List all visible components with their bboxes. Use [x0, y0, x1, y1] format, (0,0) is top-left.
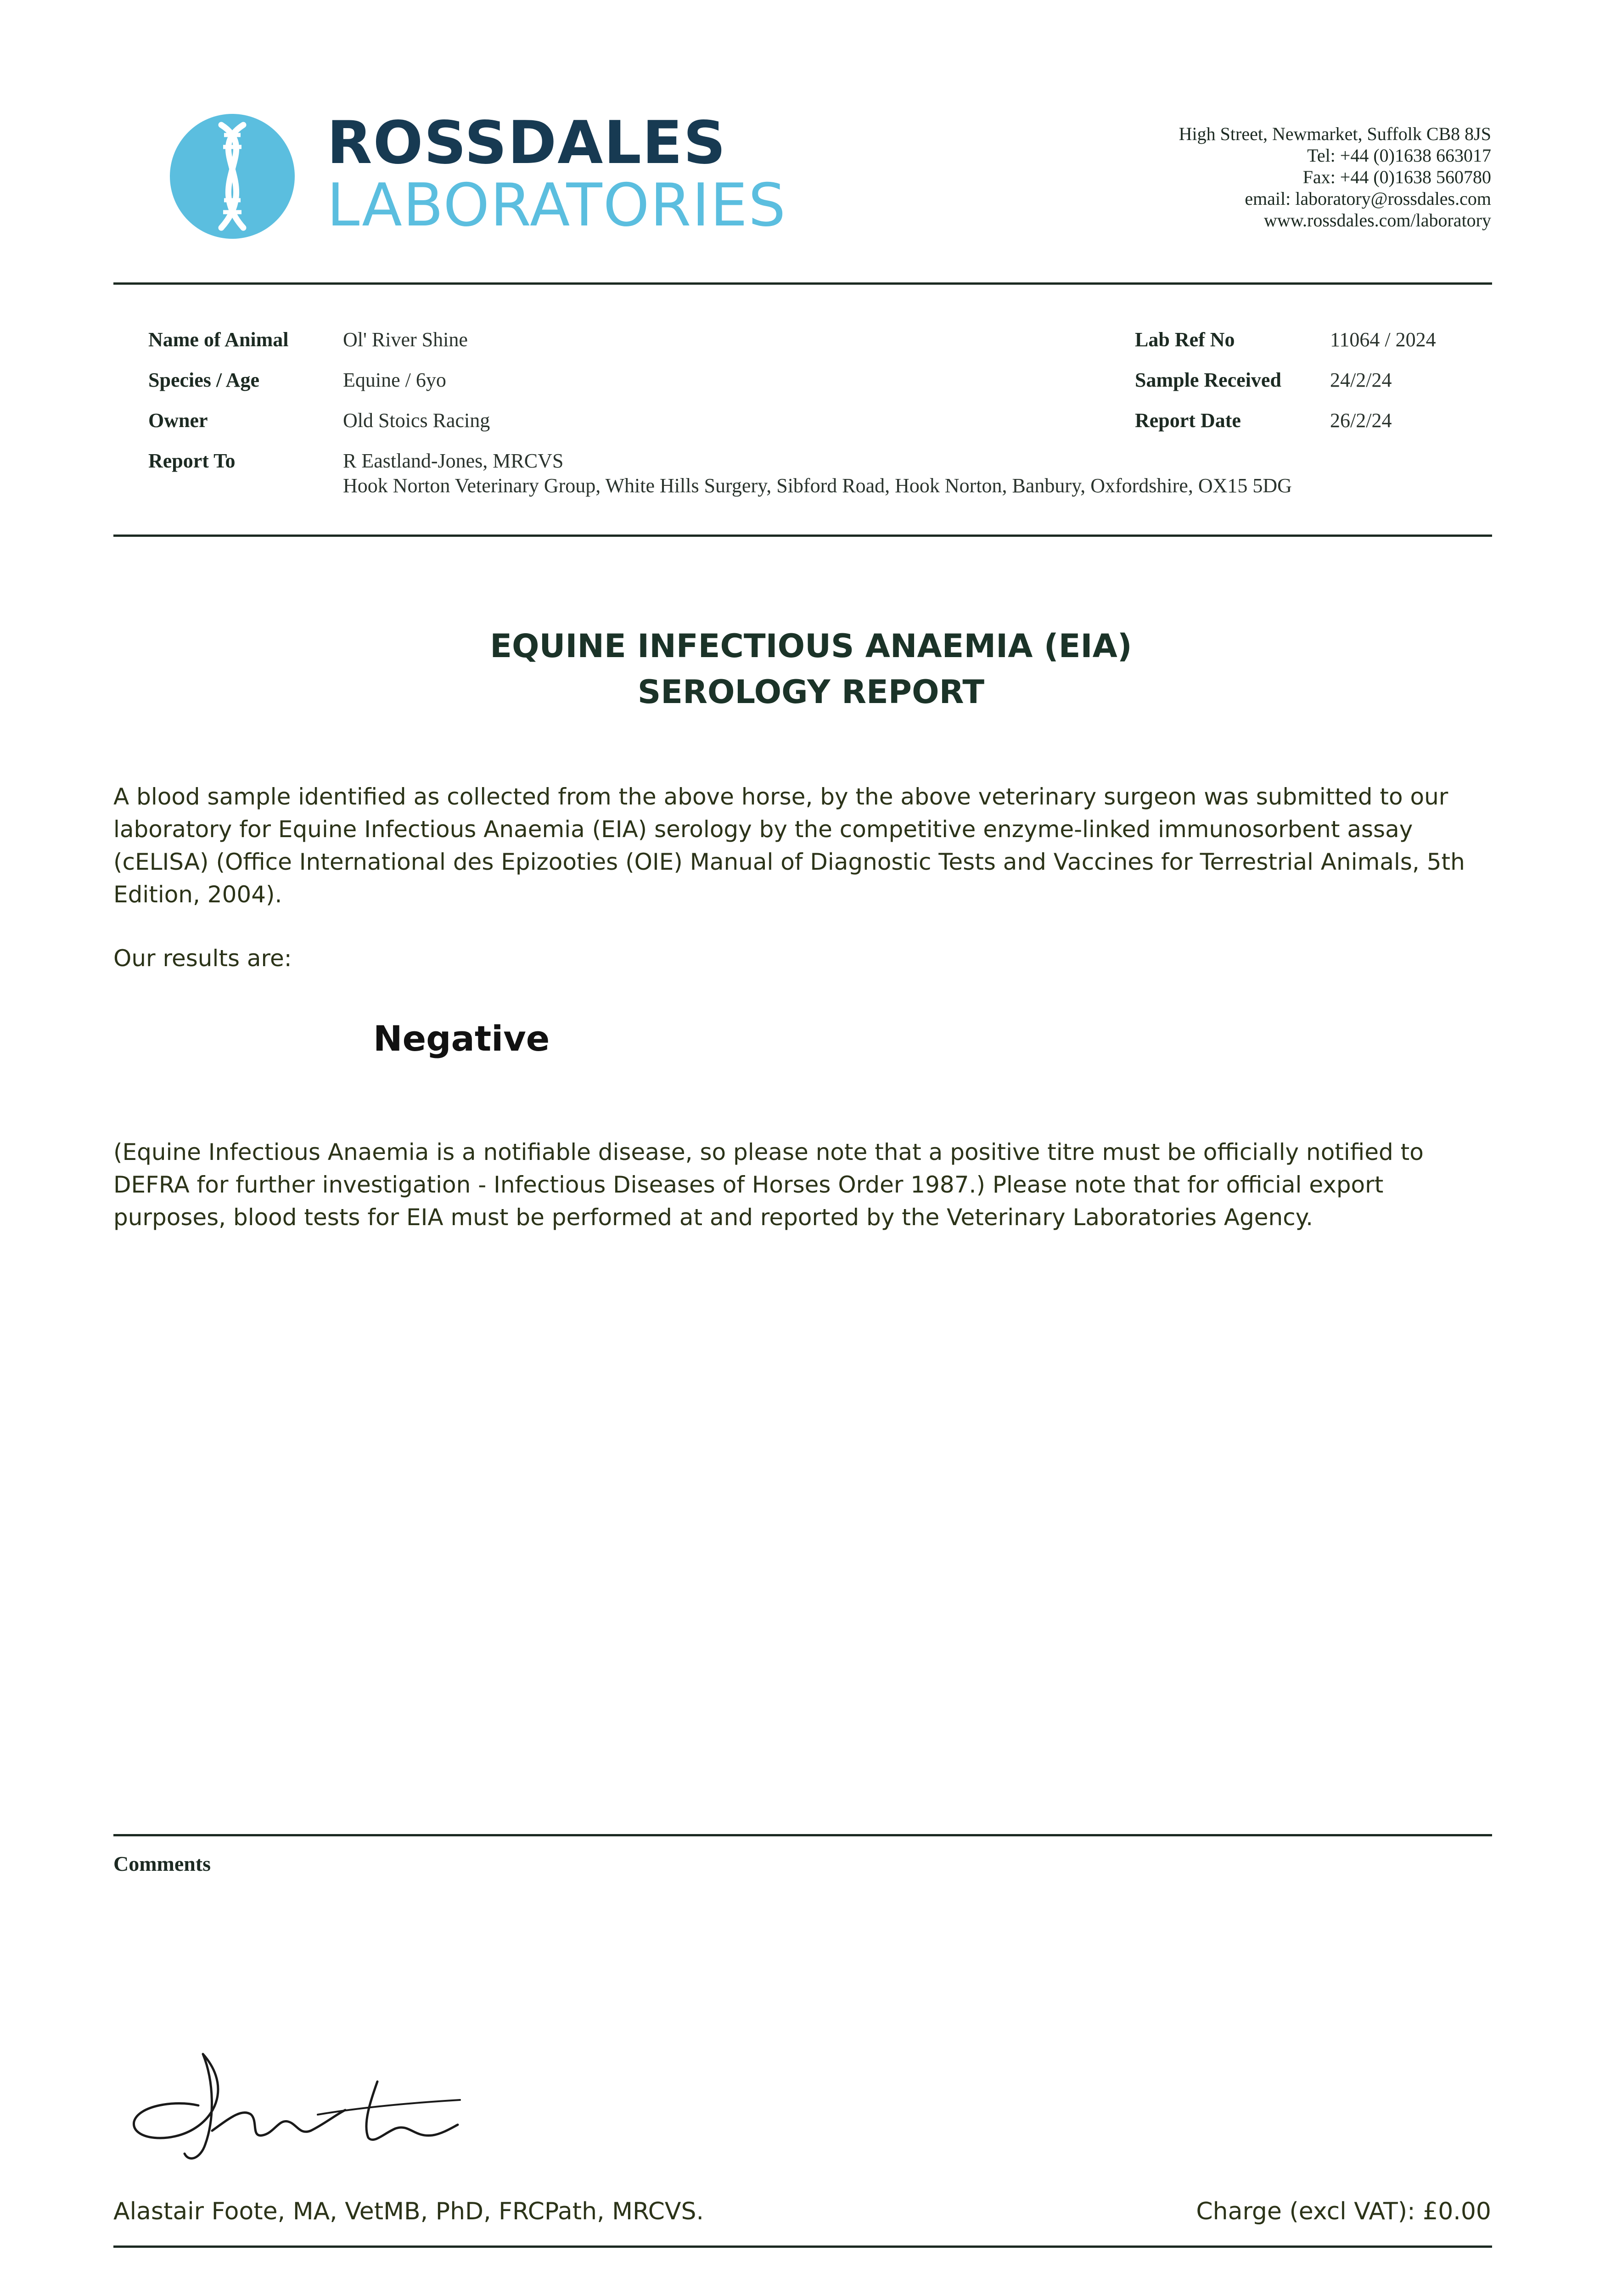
note-line: (Equine Infectious Anaemia is a notifiable disease, so please note that a positive titre must be officially notified to: [113, 1139, 1424, 1165]
note-paragraph: [113, 1136, 1492, 1234]
species-value: Equine / 6yo: [343, 369, 446, 391]
results-intro: [113, 942, 1492, 975]
sample-received-value: 24/2/24: [1330, 369, 1392, 391]
intro-line: A blood sample identified as collected from the above horse, by the above veterinary surgeon was submitted to our: [113, 783, 1448, 810]
signature: [120, 2046, 469, 2170]
contact-block: [1179, 123, 1491, 231]
footer-divider: [113, 2245, 1492, 2248]
fax: Fax: +44 (0)1638 560780: [1302, 167, 1491, 187]
owner-label: Owner: [148, 409, 208, 432]
report-date-label: Report Date: [1135, 409, 1241, 432]
name-label: Name of Animal: [148, 328, 289, 351]
report-to-address: Hook Norton Veterinary Group, White Hills Surgery, Sibford Road, Hook Norton, Banbury, Oxfordshire, OX15 5DG: [343, 474, 1292, 497]
intro-line: Edition, 2004).: [113, 881, 282, 908]
info-divider: [113, 535, 1492, 537]
intro-paragraph: [113, 781, 1492, 911]
comments-divider: [113, 1834, 1492, 1836]
email-link[interactable]: email: laboratory@rossdales.com: [1245, 188, 1491, 209]
report-to-label: Report To: [148, 450, 236, 472]
lab-ref-value: 11064 / 2024: [1330, 328, 1436, 351]
report-date-value: 26/2/24: [1330, 409, 1392, 432]
species-label: Species / Age: [148, 369, 259, 391]
intro-line: laboratory for Equine Infectious Anaemia (EIA) serology by the competitive enzyme-linked immunosorbent assay: [113, 816, 1413, 843]
owner-value: Old Stoics Racing: [343, 409, 490, 432]
charge-amount: Charge (excl VAT): £0.00: [1196, 2198, 1491, 2225]
note-line: purposes, blood tests for EIA must be performed at and reported by the Veterinary Laboratories Agency.: [113, 1204, 1313, 1231]
dna-helix-icon: [170, 114, 295, 239]
report-subtitle: SEROLOGY REPORT: [637, 673, 985, 711]
report-title: EQUINE INFECTIOUS ANAEMIA (EIA): [490, 627, 1132, 665]
report-to-name: R Eastland-Jones, MRCVS: [343, 450, 564, 472]
telephone: Tel: +44 (0)1638 663017: [1307, 145, 1491, 166]
lab-ref-label: Lab Ref No: [1135, 328, 1235, 351]
note-line: DEFRA for further investigation - Infectious Diseases of Horses Order 1987.) Please note that for official export: [113, 1171, 1384, 1198]
website-link[interactable]: www.rossdales.com/laboratory: [1263, 210, 1491, 231]
results-intro-text: Our results are:: [113, 945, 292, 972]
signer-name: Alastair Foote, MA, VetMB, PhD, FRCPath, MRCVS.: [113, 2198, 704, 2225]
header-divider: [113, 282, 1492, 285]
name-value: Ol' River Shine: [343, 328, 468, 351]
intro-line: (cELISA) (Office International des Epizooties (OIE) Manual of Diagnostic Tests and Vaccines for Terrestrial Animals, 5th: [113, 849, 1465, 875]
brand-subtitle: LABORATORIES: [327, 171, 787, 240]
address: High Street, Newmarket, Suffolk CB8 8JS: [1179, 124, 1491, 144]
result-value: Negative: [373, 1018, 550, 1059]
sample-received-label: Sample Received: [1135, 369, 1281, 391]
brand-name: ROSSDALES: [327, 109, 727, 177]
comments-label: Comments: [113, 1852, 211, 1875]
